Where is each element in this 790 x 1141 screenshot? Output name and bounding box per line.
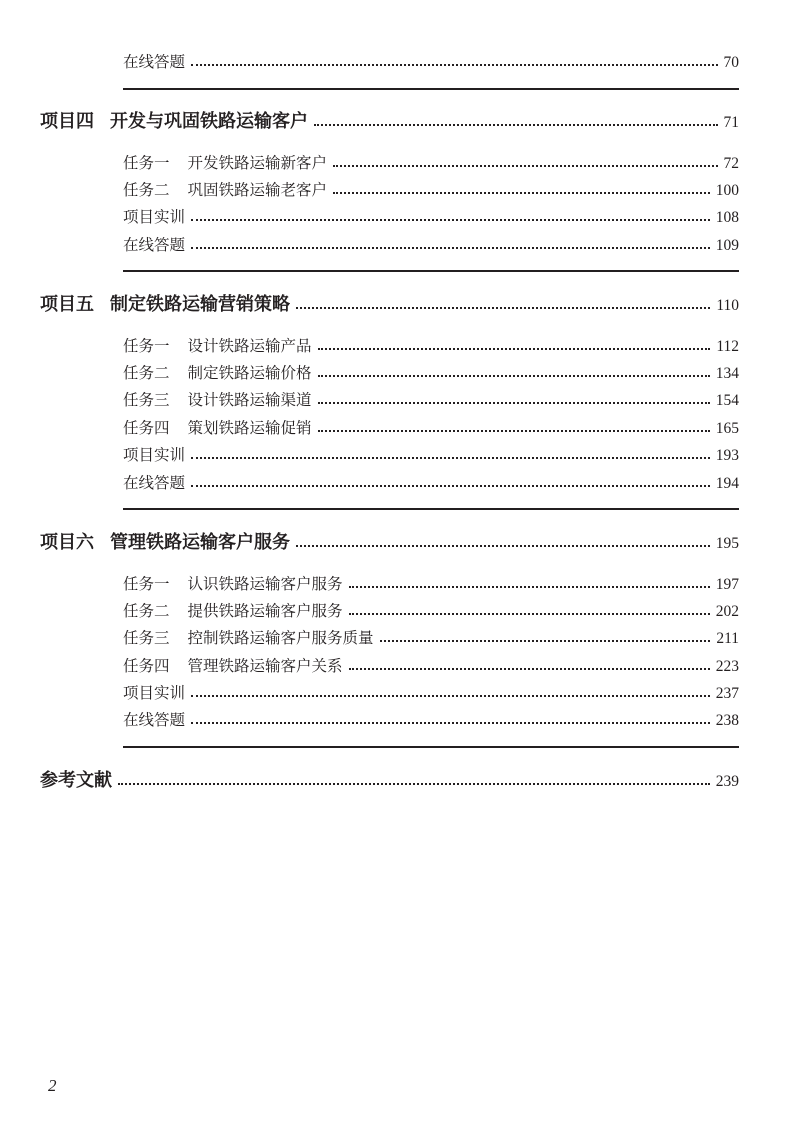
toc-entry[interactable] — [123, 681, 739, 705]
toc-entry-title: 项目实训 — [123, 208, 186, 226]
dot-leader — [318, 374, 710, 377]
toc-entry[interactable] — [123, 599, 739, 623]
toc-entry-page: 154 — [715, 392, 739, 409]
toc-entry-page: 194 — [715, 475, 739, 492]
dot-leader — [296, 544, 710, 547]
dot-leader — [191, 721, 710, 724]
toc-entry-page: 237 — [715, 685, 739, 702]
dot-leader — [349, 612, 710, 615]
dot-leader — [349, 667, 710, 670]
toc-entry-page: 112 — [716, 338, 739, 355]
dot-leader — [191, 484, 710, 487]
section-divider — [123, 88, 739, 90]
toc-entry[interactable] — [123, 708, 739, 732]
dot-leader — [318, 429, 710, 432]
toc-entry[interactable] — [123, 178, 739, 202]
toc-entry[interactable] — [123, 151, 739, 175]
toc-chapter-project5[interactable] — [40, 293, 739, 317]
chapter-page: 110 — [716, 297, 739, 314]
task-label: 任务四 — [123, 657, 170, 675]
chapter-title: 开发与巩固铁路运输客户 — [110, 111, 308, 132]
toc-entry-page: 70 — [723, 54, 739, 71]
dot-leader — [318, 347, 711, 350]
toc-entry-title: 制定铁路运输价格 — [187, 364, 312, 382]
dot-leader — [191, 63, 717, 66]
section-divider — [123, 270, 739, 272]
chapter-title: 制定铁路运输营销策略 — [110, 294, 290, 315]
toc-entry-page: 193 — [715, 447, 739, 464]
toc-entry-online-quiz[interactable] — [123, 50, 739, 74]
toc-entry[interactable] — [123, 654, 739, 678]
dot-leader — [318, 401, 710, 404]
toc-entry-title: 开发铁路运输新客户 — [187, 154, 328, 172]
dot-leader — [296, 306, 710, 309]
toc-entry-page: 100 — [715, 182, 739, 199]
chapter-title: 管理铁路运输客户服务 — [110, 532, 290, 553]
toc-entry-page: 109 — [715, 237, 739, 254]
toc-entry-page: 197 — [715, 576, 739, 593]
toc-entry[interactable] — [123, 416, 739, 440]
task-label: 任务二 — [123, 602, 170, 620]
task-label: 任务一 — [123, 337, 170, 355]
toc-entry[interactable] — [123, 471, 739, 495]
section-divider — [123, 508, 739, 510]
dot-leader — [333, 191, 710, 194]
toc-entry-page: 165 — [715, 420, 739, 437]
toc-entry-title: 在线答题 — [123, 236, 186, 254]
toc-entry[interactable] — [123, 626, 739, 650]
dot-leader — [191, 218, 710, 221]
toc-entry-title: 在线答题 — [123, 53, 186, 71]
toc-entry-title: 项目实训 — [123, 684, 186, 702]
chapter-title: 参考文献 — [40, 770, 112, 791]
task-label: 任务一 — [123, 154, 170, 172]
toc-entry[interactable] — [123, 233, 739, 257]
chapter-page: 195 — [715, 535, 739, 552]
toc-entry[interactable] — [123, 388, 739, 412]
dot-leader — [314, 123, 718, 126]
toc-entry[interactable] — [123, 361, 739, 385]
dot-leader — [118, 782, 710, 785]
toc-entry-title: 策划铁路运输促销 — [187, 419, 312, 437]
toc-entry-title: 项目实训 — [123, 446, 186, 464]
dot-leader — [191, 694, 710, 697]
toc-entry-title: 认识铁路运输客户服务 — [187, 575, 343, 593]
dot-leader — [191, 246, 710, 249]
chapter-page: 239 — [715, 773, 739, 790]
task-label: 任务二 — [123, 364, 170, 382]
page-number: 2 — [48, 1076, 57, 1095]
chapter-page: 71 — [723, 114, 739, 131]
toc-entry[interactable] — [123, 572, 739, 596]
dot-leader — [191, 456, 710, 459]
toc-entry-title: 控制铁路运输客户服务质量 — [187, 629, 374, 647]
toc-entry[interactable] — [123, 334, 739, 358]
toc-chapter-project4[interactable] — [40, 110, 739, 134]
toc-entry[interactable] — [123, 205, 739, 229]
task-label: 任务三 — [123, 391, 170, 409]
toc-entry-title: 提供铁路运输客户服务 — [187, 602, 343, 620]
toc-entry-title: 设计铁路运输渠道 — [187, 391, 312, 409]
toc-entry-title: 设计铁路运输产品 — [187, 337, 312, 355]
chapter-label: 项目四 — [40, 111, 94, 132]
toc-chapter-project6[interactable] — [40, 531, 739, 555]
toc-entry-page: 108 — [715, 209, 739, 226]
toc-entry-title: 巩固铁路运输老客户 — [187, 181, 328, 199]
toc-chapter-references[interactable] — [40, 769, 739, 793]
task-label: 任务一 — [123, 575, 170, 593]
toc-entry-title: 在线答题 — [123, 711, 186, 729]
toc-entry-page: 202 — [715, 603, 739, 620]
chapter-label: 项目五 — [40, 294, 94, 315]
toc-entry-page: 238 — [715, 712, 739, 729]
task-label: 任务三 — [123, 629, 170, 647]
dot-leader — [333, 164, 717, 167]
task-label: 任务二 — [123, 181, 170, 199]
dot-leader — [380, 639, 711, 642]
toc-entry[interactable] — [123, 443, 739, 467]
section-divider — [123, 746, 739, 748]
toc-entry-title: 管理铁路运输客户关系 — [187, 657, 343, 675]
toc-entry-page: 72 — [723, 155, 739, 172]
chapter-label: 项目六 — [40, 532, 94, 553]
toc-entry-page: 134 — [715, 365, 739, 382]
dot-leader — [349, 585, 710, 588]
toc-entry-page: 211 — [716, 630, 739, 647]
toc-entry-page: 223 — [715, 658, 739, 675]
toc-entry-title: 在线答题 — [123, 474, 186, 492]
task-label: 任务四 — [123, 419, 170, 437]
